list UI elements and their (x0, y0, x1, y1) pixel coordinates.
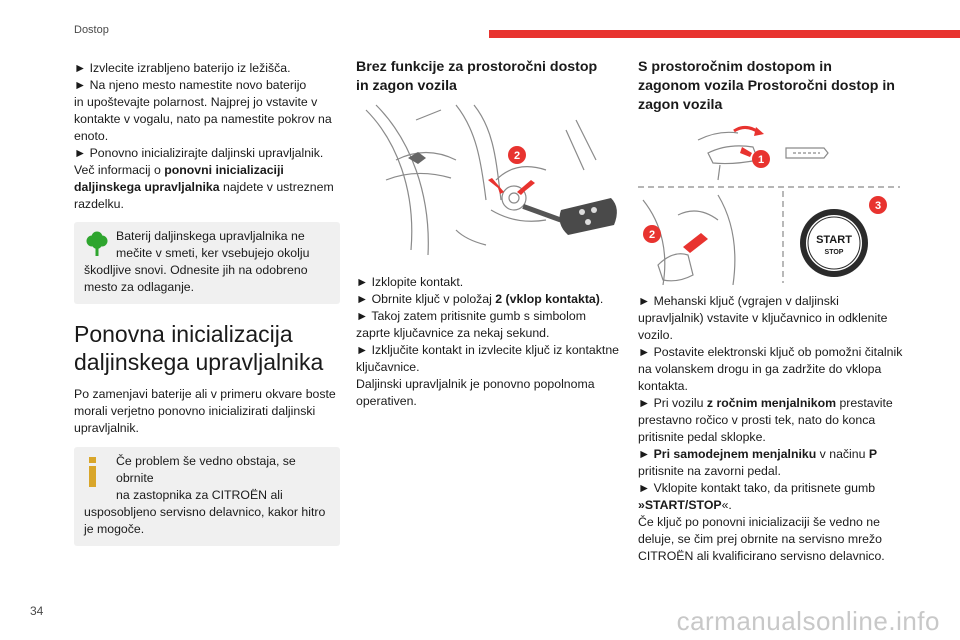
text-line: ključavnice. (356, 360, 420, 374)
section-heading: Ponovna inicializacija daljinskega upravljalnika (74, 321, 324, 375)
watermark: carmanualsonline.info (676, 606, 940, 636)
callout-2: 2 (648, 229, 656, 241)
column-2 (356, 58, 624, 410)
text-line: Več informacij o ponovni inicializaciji (74, 163, 284, 177)
text-line: morali verjetno ponovno inicializirati daljinski (74, 404, 316, 418)
eco-note (74, 222, 340, 304)
text-line: CITROËN ali kvalificirano servisno delavnico. (638, 549, 885, 563)
tree-icon (86, 231, 108, 262)
page-number: 34 (30, 604, 44, 618)
text-line: in upoštevajte polarnost. Najprej jo vstavite v (74, 95, 318, 109)
text-line: ► Pri vozilu z ročnim menjalnikom prestavite (638, 396, 893, 410)
text-line: kontakta. (638, 379, 688, 393)
text-line: daljinskega upravljalnika najdete v ustreznem (74, 180, 334, 194)
text-line: vozilo. (638, 328, 673, 342)
stop-label: STOP (824, 249, 844, 256)
text-line: ► Izvlecite izrabljeno baterijo iz ležišča. (74, 61, 291, 75)
text-line: ► Mehanski ključ (vgrajen v daljinski (638, 294, 839, 308)
handsfree-illustration (638, 125, 908, 285)
text-line: upravljalnik) vstavite v ključavnico in odklenite (638, 311, 888, 325)
callout-3: 3 (874, 200, 882, 212)
text-line: ► Obrnite ključ v položaj 2 (vklop kontakta). (356, 292, 604, 306)
bold-text: 2 (vklop kontakta) (495, 292, 600, 306)
text-line: škodljive snovi. Odnesite jih na odobreno (84, 263, 308, 277)
text-line: upravljalnik. (74, 421, 139, 435)
text-line: na volanskem drogu in ga zadržite do vklopa (638, 362, 882, 376)
text-line: pritisnite na zavorni pedal. (638, 464, 781, 478)
text-line: ► Na njeno mesto namestite novo baterijo (74, 78, 307, 92)
column-1 (74, 60, 340, 546)
text-line: ► Ponovno inicializirajte daljinski upravljalnik. (74, 146, 324, 160)
text-line: ► Postavite elektronski ključ ob pomožni čitalnik (638, 345, 903, 359)
text-line: deluje, se čim prej obrnite na servisno mrežo (638, 532, 882, 546)
column-3 (638, 58, 908, 565)
info-note (74, 447, 340, 546)
text-line: ► Pri samodejnem menjalniku v načinu P (638, 447, 878, 461)
text-line: je mogoče. (84, 522, 145, 536)
text-line: mečite v smeti, ker vsebujejo okolju (116, 246, 310, 260)
bold-text: ponovni inicializaciji (164, 163, 284, 177)
header-accent-bar (489, 30, 960, 38)
bold-text: Pri samodejnem menjalniku (653, 447, 817, 461)
text-line: ► Vklopite kontakt tako, da pritisnete gumb (638, 481, 876, 495)
text-line: prestavno ročico v prosti tek, nato do konca (638, 413, 876, 427)
bold-text: P (868, 447, 878, 461)
key-ignition-illustration (356, 100, 626, 260)
subheading: S prostoročnim dostopom in zagonom vozila Prostoročni dostop in zagon vozila (638, 59, 895, 113)
text-line: razdelku. (74, 197, 124, 211)
text-line: pritisnite pedal sklopke. (638, 430, 766, 444)
text-line: ► Izključite kontakt in izvlecite ključ iz kontaktne (356, 343, 619, 357)
text-line: »START/STOP«. (638, 498, 732, 512)
bold-text: »START/STOP (638, 498, 722, 512)
text-line: usposobljeno servisno delavnico, kakor hitro (84, 505, 326, 519)
info-icon (88, 457, 98, 492)
text-line: ► Izklopite kontakt. (356, 275, 464, 289)
text-line: enoto. (74, 129, 109, 143)
subheading: Brez funkcije za prostoročni dostop in zagon vozila (356, 59, 598, 94)
text-line: Če ključ po ponovni inicializaciji še vedno ne (638, 515, 880, 529)
text-line: ► Takoj zatem pritisnite gumb s simbolom (356, 309, 586, 323)
text-line: zaprte ključavnice za nekaj sekund. (356, 326, 550, 340)
text-line: Daljinski upravljalnik je ponovno popolnoma (356, 377, 595, 391)
text-line: operativen. (356, 394, 417, 408)
text-line: Po zamenjavi baterije ali v primeru okvare boste (74, 387, 336, 401)
callout-1: 1 (757, 154, 765, 166)
bold-text: z ročnim menjalnikom (706, 396, 837, 410)
text-line: Baterij daljinskega upravljalnika ne (116, 229, 305, 243)
callout-2: 2 (513, 150, 521, 162)
start-label: START (816, 234, 852, 246)
bold-text: daljinskega upravljalnika (74, 180, 220, 194)
text-line: kontakte v vogalu, nato pa namestite pokrov na (74, 112, 332, 126)
section-title: Dostop (74, 24, 109, 36)
text-line: mesto za odlaganje. (84, 280, 195, 294)
text-line: na zastopnika za CITROËN ali (116, 488, 283, 502)
text-line: Če problem še vedno obstaja, se obrnite (116, 454, 296, 485)
